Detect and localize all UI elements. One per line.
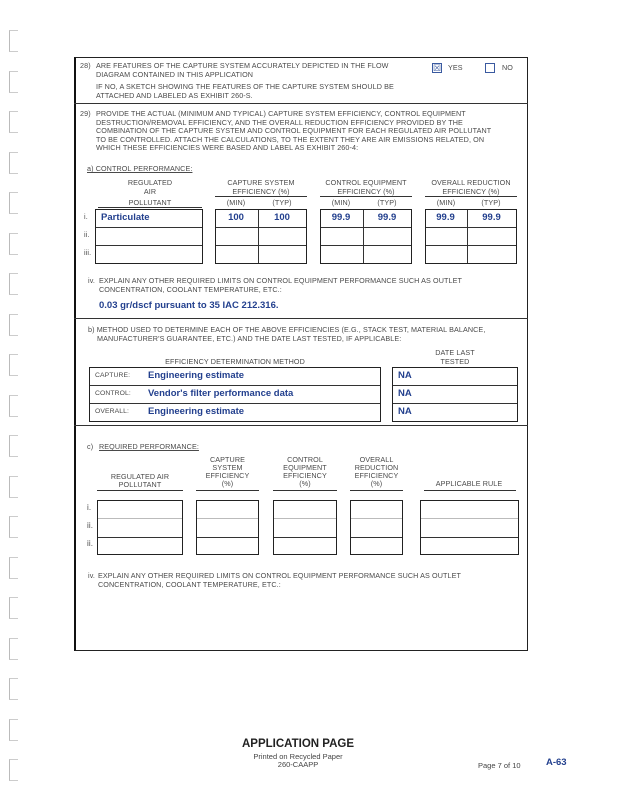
req-header-rule: APPLICABLE RULE <box>435 479 503 488</box>
row-line <box>274 537 336 538</box>
header-underline <box>97 490 183 491</box>
required-table-group <box>97 500 183 555</box>
date-value: NA <box>398 370 412 381</box>
page-number: Page 7 of 10 <box>478 761 521 770</box>
iv-text: CONCENTRATION, COOLANT TEMPERATURE, ETC.: <box>99 285 282 294</box>
method-row-label: CONTROL: <box>95 390 131 397</box>
iv-text: CONCENTRATION, COOLANT TEMPERATURE, ETC.: <box>98 580 281 589</box>
col-header-pollutant: POLLUTANT <box>128 198 172 207</box>
method-header: EFFICIENCY DETERMINATION METHOD <box>165 357 305 366</box>
cell-ctl-typ: 99.9 <box>377 212 397 223</box>
col-header-overall: OVERALL REDUCTION EFFICIENCY (%) <box>431 178 511 196</box>
required-table-group <box>196 500 259 555</box>
row-line <box>426 227 516 228</box>
min-label: (MIN) <box>226 198 246 207</box>
divider <box>74 103 528 104</box>
required-table-group <box>420 500 519 555</box>
q29-number: 29) <box>80 109 91 118</box>
row-line <box>98 537 182 538</box>
q29-line: DESTRUCTION/REMOVAL EFFICIENCY, AND THE OVERALL REDUCTION EFFICIENCY PROVIDED BY THE <box>96 117 463 127</box>
binder-hole-mark <box>9 678 18 700</box>
binder-hole-mark <box>9 71 18 93</box>
binder-hole-mark <box>9 435 18 457</box>
req-header-overall: OVERALL REDUCTION EFFICIENCY (%) <box>354 455 399 488</box>
cell-ctl-min: 99.9 <box>331 212 351 223</box>
method-value: Engineering estimate <box>148 370 245 381</box>
cell-cap-typ: 100 <box>274 212 290 223</box>
row-line <box>90 385 380 386</box>
row-label: ii. <box>87 539 94 548</box>
method-text: b) METHOD USED TO DETERMINE EACH OF THE ABOVE EFFICIENCIES (E.G., STACK TEST, MATERIAL BALANCE, <box>88 325 486 334</box>
date-value: NA <box>398 406 412 417</box>
iv-text: EXPLAIN ANY OTHER REQUIRED LIMITS ON CONTROL EQUIPMENT PERFORMANCE SUCH AS OUTLET <box>99 276 463 285</box>
binder-hole-mark <box>9 597 18 619</box>
header-underline <box>424 490 516 491</box>
q28-text: DIAGRAM CONTAINED IN THIS APPLICATION <box>96 70 254 79</box>
binder-hole-mark <box>9 30 18 52</box>
header-underline <box>196 490 259 491</box>
required-prefix: c) <box>87 442 94 451</box>
q29-line: COMBINATION OF THE CAPTURE SYSTEM AND CONTROL EQUIPMENT FOR EACH REGULATED AIR POLLUTANT <box>96 126 492 136</box>
row-line <box>96 227 202 228</box>
header-underline <box>350 490 403 491</box>
min-label: (MIN) <box>331 198 351 207</box>
method-value: Engineering estimate <box>148 406 245 417</box>
typ-label: (TYP) <box>272 198 292 207</box>
binder-hole-mark <box>9 273 18 295</box>
row-label: i. <box>84 212 88 221</box>
divider <box>74 425 528 426</box>
typ-label: (TYP) <box>481 198 501 207</box>
row-line <box>274 518 336 519</box>
row-line <box>393 403 517 404</box>
q29-line: WHICH THESE EFFICIENCIES WERE BASED AND LABEL AS EXHIBIT 260-4: <box>96 143 359 153</box>
no-label: NO <box>502 63 513 72</box>
q28-number: 28) <box>80 61 91 70</box>
required-table-group <box>350 500 403 555</box>
req-header-pollutant: REGULATED AIR POLLUTANT <box>110 472 170 489</box>
date-value: NA <box>398 388 412 399</box>
row-line <box>96 245 202 246</box>
control-performance-title: a) CONTROL PERFORMANCE: <box>87 164 193 173</box>
binder-hole-mark <box>9 557 18 579</box>
binder-hole-mark <box>9 314 18 336</box>
header-underline <box>273 490 337 491</box>
typ-label: (TYP) <box>377 198 397 207</box>
row-line <box>90 403 380 404</box>
binder-hole-mark <box>9 111 18 133</box>
binder-hole-mark <box>9 233 18 255</box>
col-header-pollutant: REGULATED AIR <box>127 178 173 196</box>
method-text: MANUFACTURER'S GUARANTEE, ETC.) AND THE DATE LAST TESTED, IF APPLICABLE: <box>97 334 402 343</box>
req-header-capture: CAPTURE SYSTEM EFFICIENCY (%) <box>205 455 250 488</box>
page-code: A-63 <box>546 757 567 768</box>
row-line <box>321 245 411 246</box>
row-line <box>197 537 258 538</box>
footer-form-code: 260-CAAPP <box>277 760 319 769</box>
required-title: REQUIRED PERFORMANCE: <box>99 442 199 451</box>
row-line <box>421 537 518 538</box>
divider <box>74 318 528 319</box>
req-header-control: CONTROL EQUIPMENT EFFICIENCY (%) <box>283 455 327 488</box>
required-table-group <box>273 500 337 555</box>
cell-ovr-typ: 99.9 <box>482 212 501 223</box>
yes-checkbox[interactable]: ☒ <box>433 63 442 73</box>
binder-hole-mark <box>9 516 18 538</box>
row-label: ii. <box>87 521 94 530</box>
iv-answer: 0.03 gr/dscf pursuant to 35 IAC 212.316. <box>99 300 279 311</box>
row-label: ii. <box>84 230 90 239</box>
row-line <box>421 518 518 519</box>
row-label: iii. <box>84 248 92 257</box>
row-label: i. <box>87 503 92 512</box>
cell-cap-min: 100 <box>228 212 244 223</box>
col-header-capture: CAPTURE SYSTEM EFFICIENCY (%) <box>227 178 295 196</box>
row-line <box>393 385 517 386</box>
date-header: DATE LAST TESTED <box>435 348 475 366</box>
binder-hole-mark <box>9 759 18 781</box>
row-line <box>426 245 516 246</box>
method-value: Vendor's filter performance data <box>148 388 294 399</box>
iv-label: iv. <box>88 276 95 285</box>
row-line <box>216 245 306 246</box>
min-label: (MIN) <box>436 198 456 207</box>
binder-hole-mark <box>9 152 18 174</box>
row-line <box>216 227 306 228</box>
col-header-control: CONTROL EQUIPMENT EFFICIENCY (%) <box>325 178 407 196</box>
footer-sub: Printed on Recycled Paper <box>253 752 343 761</box>
cell-ovr-min: 99.9 <box>436 212 455 223</box>
binder-hole-mark <box>9 476 18 498</box>
binder-hole-mark <box>9 719 18 741</box>
binder-hole-mark <box>9 192 18 214</box>
binder-hole-mark <box>9 354 18 376</box>
q28-note: ATTACHED AND LABELED AS EXHIBIT 260-S. <box>96 91 253 100</box>
method-row-label: OVERALL: <box>95 408 130 415</box>
cell-pollutant: Particulate <box>101 212 150 223</box>
binder-hole-mark <box>9 395 18 417</box>
row-line <box>321 227 411 228</box>
footer-title: APPLICATION PAGE <box>241 738 355 750</box>
iv-label: iv. <box>88 571 95 580</box>
row-line <box>351 537 402 538</box>
method-row-label: CAPTURE: <box>95 372 131 379</box>
row-line <box>98 518 182 519</box>
q29-line: TO BE CONTROLLED. ATTACH THE CALCULATIONS, TO THE EXTENT THEY ARE AIR EMISSIONS RELATED, ON <box>96 134 485 144</box>
q28-text: ARE FEATURES OF THE CAPTURE SYSTEM ACCURATELY DEPICTED IN THE FLOW <box>96 61 389 70</box>
row-line <box>197 518 258 519</box>
q29-line: PROVIDE THE ACTUAL (MINIMUM AND TYPICAL) CAPTURE SYSTEM EFFICIENCY, CONTROL EQUIPMENT <box>96 109 466 118</box>
row-line <box>351 518 402 519</box>
q28-note: IF NO, A SKETCH SHOWING THE FEATURES OF THE CAPTURE SYSTEM SHOULD BE <box>96 82 394 91</box>
iv-text: EXPLAIN ANY OTHER REQUIRED LIMITS ON CONTROL EQUIPMENT PERFORMANCE SUCH AS OUTLET <box>98 571 462 580</box>
no-checkbox[interactable] <box>485 63 495 73</box>
yes-label: YES <box>448 63 463 72</box>
binder-hole-mark <box>9 638 18 660</box>
